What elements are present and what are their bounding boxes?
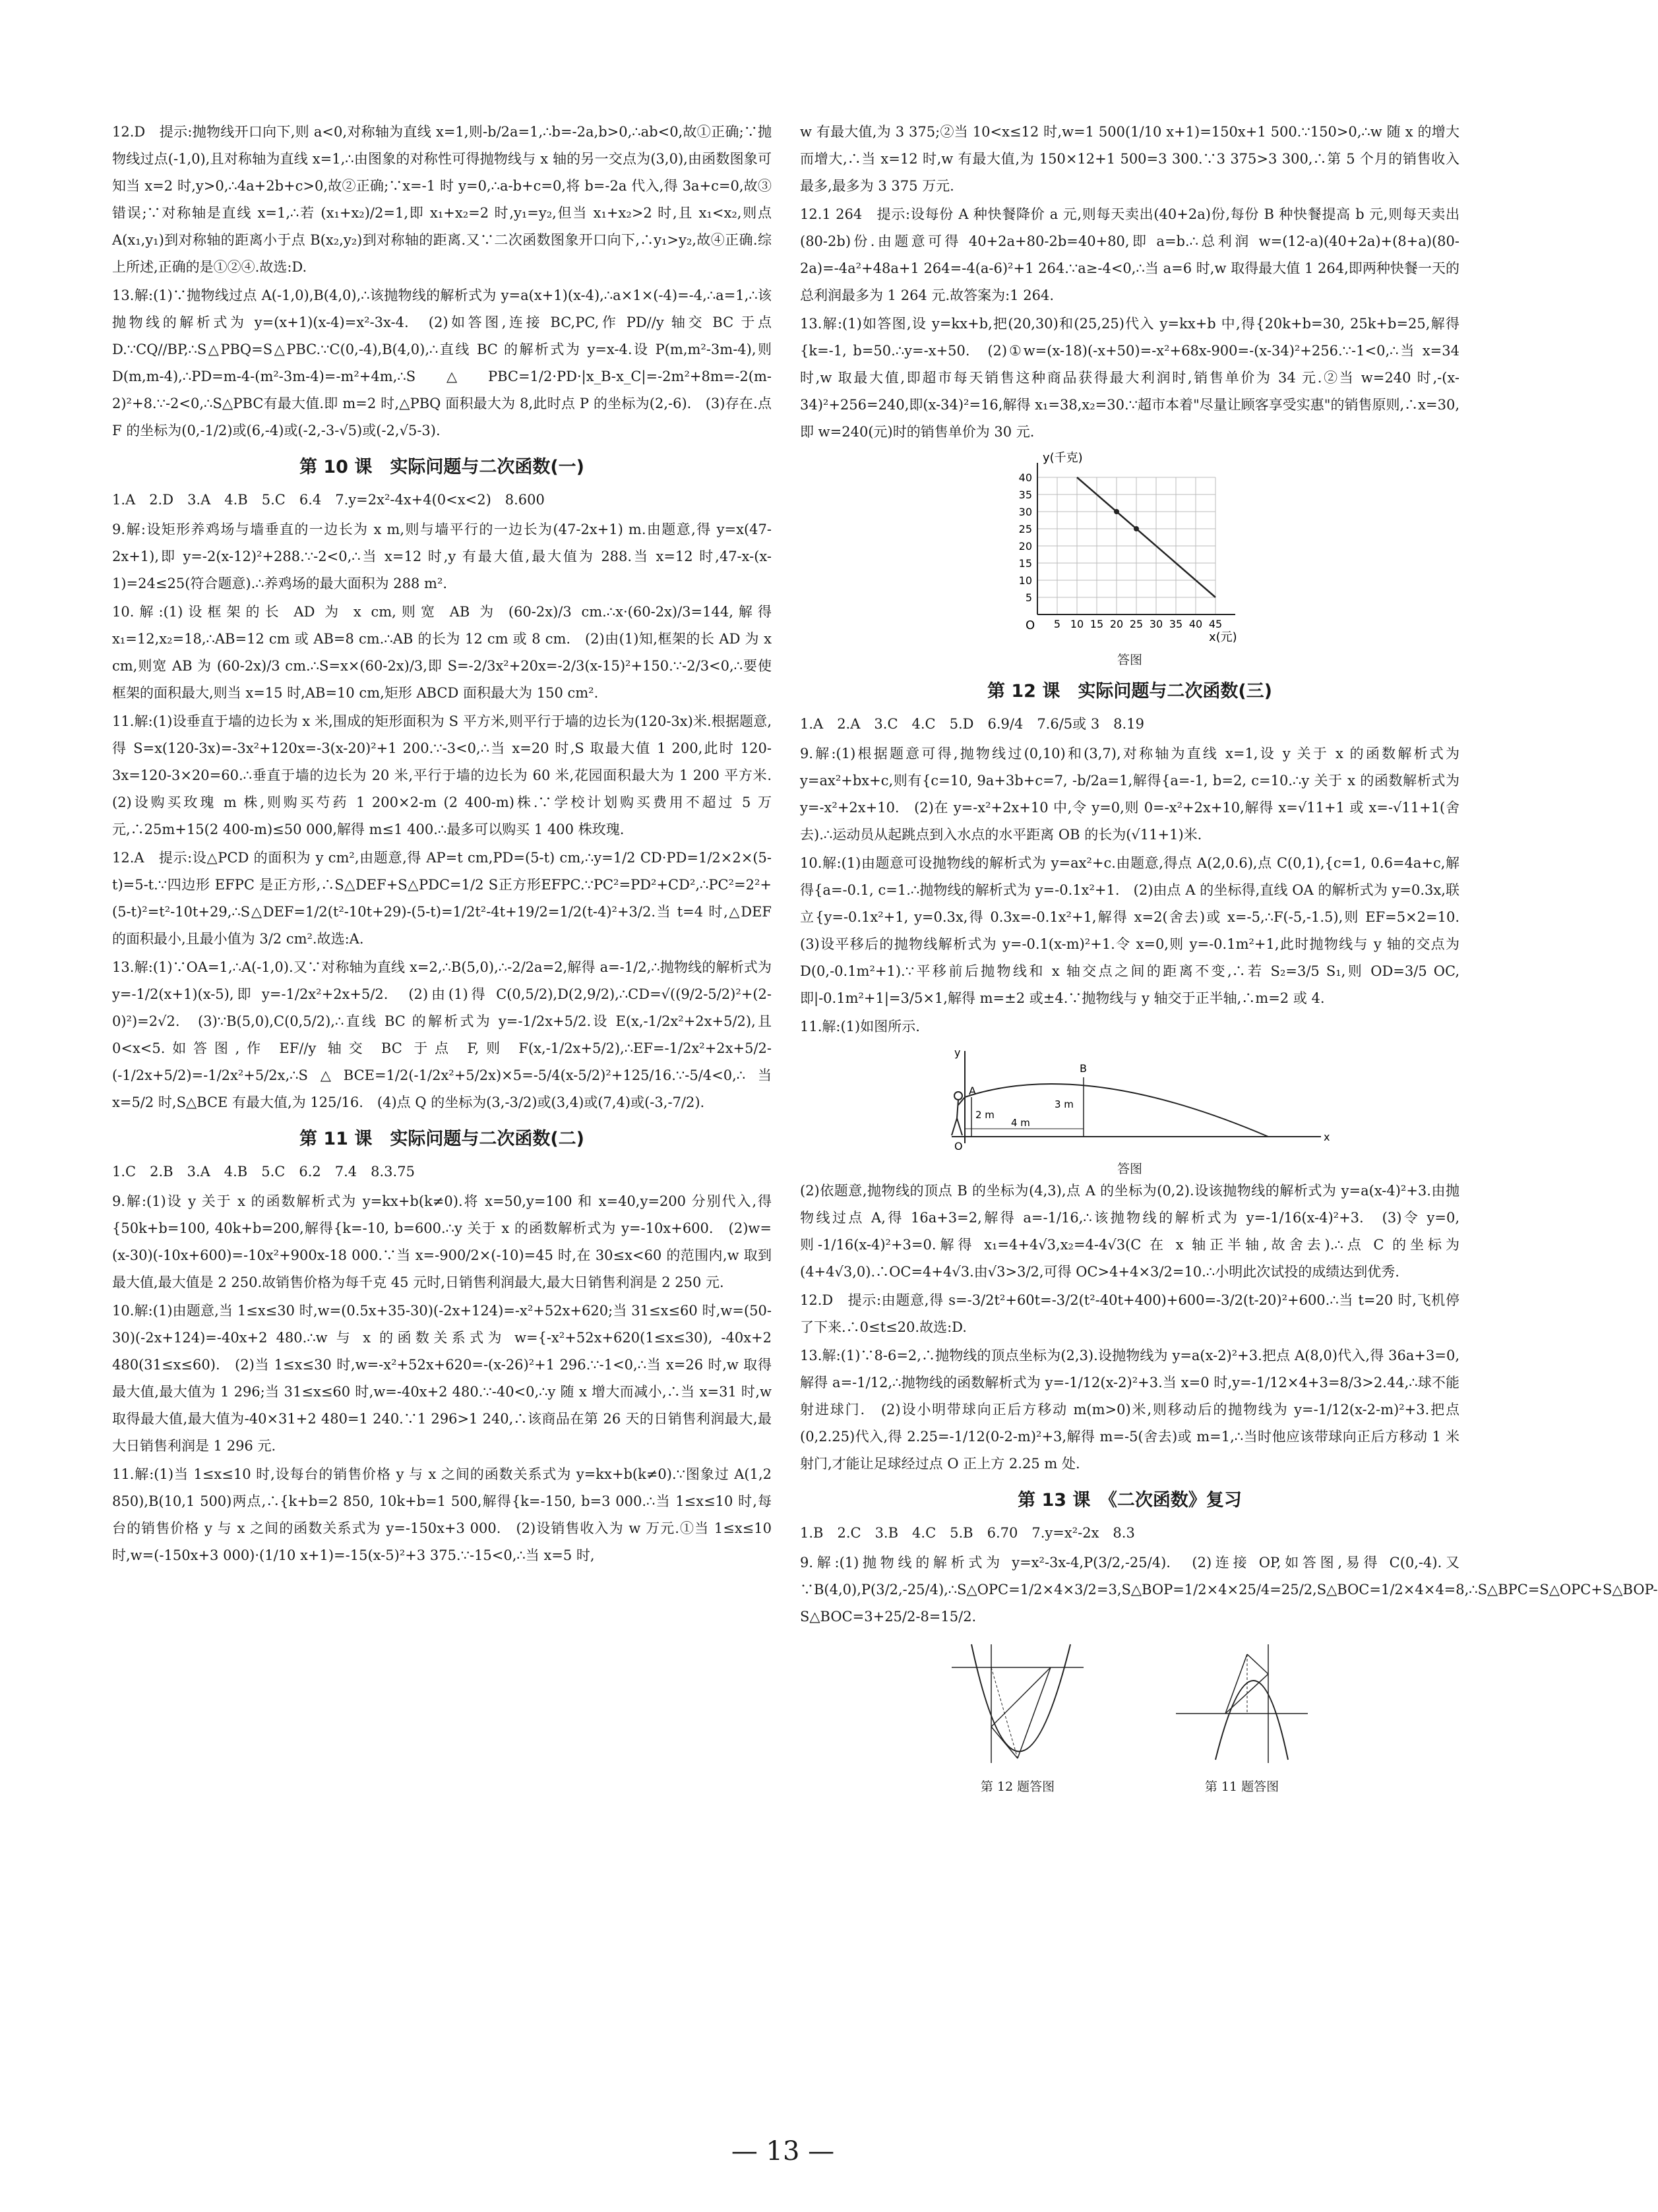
entry-l10-10: 10.解:(1)设框架的长 AD 为 x cm,则宽 AB 为 (60-2x)/3 cm.∴x·(60-2x)/3=144,解得 x₁=12,x₂=18,∴AB=12 cm 或 AB=8 cm.∴AB 的长为 12 cm 或 8 cm. (2)由(1)知,框架的长 AD 为 x cm,则宽 AB 为 (60-2x)/3 cm.∴S=x×(60-2x)/3,即 S=-2/3x²+20x=-2/3(x-15)²+150.∵-2/3<0,∴要使框架的面积最大,则当 x=15 时,AB=10 cm,矩形 ABCD 面积最大为 150 cm². (112, 604, 772, 701)
lesson-11-heading: 第 11 课 实际问题与二次函数(二) (299, 1129, 585, 1149)
chart-x-tick-label: 5 (1053, 618, 1061, 630)
chart-x-tick-label: 25 (1129, 618, 1144, 630)
chart-point-25-25 (1134, 526, 1139, 531)
entry-l10-12: 12.A 提示:设△PCD 的面积为 y cm²,由题意,得 AP=t cm,PD=(5-t) cm,∴y=1/2 CD·PD=1/2×2×(5-t)=5-t.∵四边形 EFPC 是正方形,∴S△DEF+S△PDC=1/2 S正方形EFPC.∵PC²=PD²+CD²,∴PC²=2²+(5-t)²=t²-10t+29,∴S△DEF=1/2(t²-10t+29)-(5-t)=1/2t²-4t+19/2=1/2(t-4)²+3/2.当 t=4 时,△DEF 的面积最小,且最小值为 3/2 cm².故选:A. (112, 850, 772, 947)
trajectory-caption: 答图 (1117, 1162, 1142, 1176)
chart-x-tick-label: 10 (1070, 618, 1084, 630)
chart-caption: 答图 (1117, 653, 1142, 667)
thrower-icon (952, 1092, 965, 1135)
chart-y-tick-label: 5 (1025, 591, 1032, 604)
chart-x-tick-label: 20 (1109, 618, 1124, 630)
entry-l12-11: 11.解:(1)如图所示. (800, 1019, 920, 1034)
trajectory-label-a: A (969, 1085, 976, 1097)
lesson-11-answers: 1.C 2.B 3.A 4.B 5.C 6.2 7.4 8.3.75 (112, 1164, 415, 1180)
entry-l11-9: 9.解:(1)设 y 关于 x 的函数解析式为 y=kx+b(k≠0).将 x=50,y=100 和 x=40,y=200 分别代入,得{50k+b=100, 40k+b=200,解得{k=-10, b=600.∴y 关于 x 的函数解析式为 y=-10x+600. (2)w=(x-30)(-10x+600)=-10x²+900x-18 000.∵当 x=-900/2×(-10)=45 时,在 30≤x<60 的范围内,w 取到最大值,最大值是 2 250.故销售价格为每千克 45 元时,日销售利润最大,最大日销售利润是 2 250 元. (112, 1193, 772, 1290)
entry-13: 13.解:(1)∵抛物线过点 A(-1,0),B(4,0),∴该抛物线的解析式为 y=a(x+1)(x-4),∴a×1×(-4)=-4,∴a=1,∴该抛物线的解析式为 y=(x+1)(x-4)=x²-3x-4. (2)如答图,连接 BC,PC,作 PD//y 轴交 BC 于点 D.∵CQ//BP,∴S△PBQ=S△PBC.∵C(0,-4),B(4,0),∴直线 BC 的解析式为 y=x-4.设 P(m,m²-3m-4),则 D(m,m-4),∴PD=m-4-(m²-3m-4)=-m²+4m,∴S△PBC=1/2·PD·|x_B-x_C|=-2m²+8m=-2(m-2)²+8.∵-2<0,∴S△PBC有最大值.即 m=2 时,△PBQ 面积最大为 8,此时点 P 的坐标为(2,-6). (3)存在.点 F 的坐标为(0,-1/2)或(6,-4)或(-2,-3-√5)或(-2,√5-3). (112, 287, 772, 438)
chart-y-tick-label: 25 (1018, 523, 1032, 535)
figure-11 (1169, 1641, 1314, 1766)
chart-grid (1037, 477, 1215, 614)
chart-y-tick-label: 30 (1018, 506, 1032, 518)
lesson-10-heading: 第 10 课 实际问题与二次函数(一) (299, 457, 585, 477)
chart-x-tick-label: 15 (1090, 618, 1104, 630)
figure-12-caption: 第 12 题答图 (980, 1779, 1055, 1794)
trajectory-label-4m: 4 m (1011, 1117, 1030, 1129)
left-column (112, 119, 785, 1570)
chart-y-tick-label: 10 (1018, 574, 1032, 587)
chart-y-tick-label: 40 (1018, 471, 1032, 484)
trajectory-label-3m: 3 m (1055, 1098, 1074, 1110)
trajectory-label-x: x (1324, 1131, 1330, 1143)
figure-12 (945, 1641, 1090, 1766)
throw-trajectory-figure (925, 1044, 1334, 1156)
chart-y-tick-label: 15 (1018, 557, 1032, 570)
price-quantity-chart (1011, 450, 1248, 647)
entry-l11-11-cont: w 有最大值,为 3 375;②当 10<x≤12 时,w=1 500(1/10 x+1)=150x+1 500.∵150>0,∴w 随 x 的增大而增大,∴当 x=12 时,w 有最大值,为 150×12+1 500=3 300.∵3 375>3 300,∴第 5 个月的销售收入最多,最多为 3 375 万元. (800, 124, 1459, 194)
entry-l10-11: 11.解:(1)设垂直于墙的边长为 x 米,围成的矩形面积为 S 平方米,则平行于墙的边长为(120-3x)米.根据题意,得 S=x(120-3x)=-3x²+120x=-3(x-20)²+1 200.∵-3<0,∴当 x=20 时,S 取最大值 1 200,此时 120-3x=120-3×20=60.∴垂直于墙的边长为 20 米,平行于墙的边长为 60 米,花园面积最大为 1 200 平方米. (2)设购买玫瑰 m 株,则购买芍药 1 200×2-m (2 400-m)株.∵学校计划购买费用不超过 5 万元,∴25m+15(2 400-m)≤50 000,解得 m≤1 400.∴最多可以购买 1 400 株玫瑰. (112, 713, 785, 837)
entry-12d: 12.D 提示:抛物线开口向下,则 a<0,对称轴为直线 x=1,则-b/2a=1,∴b=-2a,b>0,∴ab<0,故①正确;∵抛物线过点(-1,0),且对称轴为直线 x=1,∴由图象的对称性可得抛物线与 x 轴的另一交点为(3,0),由函数图象可知当 x=2 时,y>0,∴4a+2b+c>0,故②正确;∵x=-1 时 y=0,∴a-b+c=0,将 b=-2a 代入,得 3a+c=0,故③错误;∵对称轴是直线 x=1,∴若 (x₁+x₂)/2=1,即 x₁+x₂=2 时,y₁=y₂,但当 x₁+x₂>2 时,且 x₁<x₂,则点 A(x₁,y₁)到对称轴的距离小于点 B(x₂,y₂)到对称轴的距离.又∵二次函数图象开口向下,∴y₁>y₂,故④正确.综上所述,正确的是①②④.故选:D. (112, 124, 772, 275)
entry-l12-9: 9.解:(1)根据题意可得,抛物线过(0,10)和(3,7),对称轴为直线 x=1,设 y 关于 x 的函数解析式为 y=ax²+bx+c,则有{c=10, 9a+3b+c=7, -b/2a=1,解得{a=-1, b=2, c=10.∴y 关于 x 的函数解析式为 y=-x²+2x+10. (2)在 y=-x²+2x+10 中,令 y=0,则 0=-x²+2x+10,解得 x=√11+1 或 x=-√11+1(舍去).∴运动员从起跳点到入水点的水平距离 OB 的长为(√11+1)米. (800, 746, 1459, 843)
chart-y-unit: y(千克) (1043, 451, 1083, 465)
trajectory-label-y: y (954, 1046, 961, 1059)
page-number: — 13 — (731, 2136, 835, 2167)
chart-x-tick-label: 35 (1169, 618, 1183, 630)
chart-data-line (1077, 477, 1215, 597)
entry-l12-11-2: (2)依题意,抛物线的顶点 B 的坐标为(4,3),点 A 的坐标为(0,2).设该抛物线的解析式为 y=a(x-4)²+3.由抛物线过点 A,得 16a+3=2,解得 a=-1/16,∴该抛物线的解析式为 y=-1/16(x-4)²+3. (3)令 y=0,则-1/16(x-4)²+3=0.解得 x₁=4+4√3,x₂=4-4√3(C 在 x 轴正半轴,故舍去).∴点 C 的坐标为(4+4√3,0).∴OC=4+4√3.由√3>3/2,可得 OC>4+4×3/2=10.∴小明此次试投的成绩达到优秀. (800, 1183, 1459, 1280)
lesson-13-answers: 1.B 2.C 3.B 4.C 5.B 6.70 7.y=x²-2x 8.3 (800, 1525, 1135, 1541)
entry-l11-10: 10.解:(1)由题意,当 1≤x≤30 时,w=(0.5x+35-30)(-2x+124)=-x²+52x+620;当 31≤x≤60 时,w=(50-30)(-2x+124)=-40x+2 480.∴w 与 x 的函数关系式为 w={-x²+52x+620(1≤x≤30), -40x+2 480(31≤x≤60). (2)当 1≤x≤30 时,w=-x²+52x+620=-(x-26)²+1 296.∵-1<0,∴当 x=26 时,w 取得最大值,最大值为 1 296;当 31≤x≤60 时,w=-40x+2 480.∵-40<0,∴y 随 x 增大而减小,∴当 x=31 时,w 取得最大值,最大值为-40×31+2 480=1 240.∵1 296>1 240,∴该商品在第 26 天的日销售利润最大,最大日销售利润是 1 296 元. (112, 1303, 772, 1454)
chart-y-ticks (1019, 471, 1032, 604)
entry-l11-12: 12.1 264 提示:设每份 A 种快餐降价 a 元,则每天卖出(40+2a)份,每份 B 种快餐提高 b 元,则每天卖出(80-2b)份.由题意可得 40+2a+80-2b=40+80,即 a=b.∴总利润 w=(12-a)(40+2a)+(8+a)(80-2a)=-4a²+48a+1 264=-4(a-6)²+1 264.∵a≥-4<0,∴当 a=6 时,w 取得最大值 1 264,即两种快餐一天的总利润最多为 1 264 元.故答案为:1 264. (800, 206, 1459, 303)
chart-x-tick-label: 40 (1188, 618, 1203, 630)
trajectory-label-2m: 2 m (975, 1109, 995, 1121)
entry-l11-13: 13.解:(1)如答图,设 y=kx+b,把(20,30)和(25,25)代入 y=kx+b 中,得{20k+b=30, 25k+b=25,解得{k=-1, b=50.∴y=-x+50. (2)①w=(x-18)(-x+50)=-x²+68x-900=-(x-34)²+256.∵-1<0,∴当 x=34 时,w 取最大值,即超市每天销售这种商品获得最大利润时,销售单价为 34 元.②当 w=240 时,-(x-34)²+256=240,即(x-34)²=16,解得 x₁=38,x₂=30.∵超市本着"尽量让顾客享受实惠"的销售原则,∴x=30,即 w=240(元)时的销售单价为 30 元. (800, 316, 1459, 440)
chart-point-20-30 (1114, 509, 1119, 514)
chart-x-ticks (1054, 618, 1222, 630)
lesson-12-heading: 第 12 课 实际问题与二次函数(三) (987, 681, 1273, 702)
chart-origin: O (1026, 618, 1035, 632)
chart-x-unit: x(元) (1209, 630, 1237, 644)
trajectory-label-b: B (1080, 1062, 1087, 1075)
lesson-12-answers: 1.A 2.A 3.C 4.C 5.D 6.9/4 7.6/5或 3 8.19 (800, 716, 1144, 732)
right-column (800, 119, 1658, 1795)
chart-x-tick-label: 45 (1208, 618, 1223, 630)
lesson-13-heading: 第 13 课 《二次函数》复习 (1018, 1490, 1242, 1510)
entry-l10-9: 9.解:设矩形养鸡场与墙垂直的一边长为 x m,则与墙平行的一边长为(47-2x+1) m.由题意,得 y=x(47-2x+1),即 y=-2(x-12)²+288.∵-2<0,∴当 x=12 时,y 有最大值,最大值为 288.当 x=12 时,47-x-(x-1)=24≤25(符合题意).∴养鸡场的最大面积为 288 m². (112, 522, 772, 591)
entry-l13-9: 9.解:(1)抛物线的解析式为 y=x²-3x-4,P(3/2,-25/4). (2)连接 OP,如答图,易得 C(0,-4).又∵B(4,0),P(3/2,-25/4),∴S△OPC=1/2×4×3/2=3,S△BOP=1/2×4×25/4=25/2,S△BOC=1/2×4×4=8,∴S△BPC=S△OPC+S△BOP-S△BOC=3+25/2-8=15/2. (800, 1555, 1658, 1625)
entry-l11-11: 11.解:(1)当 1≤x≤10 时,设每台的销售价格 y 与 x 之间的函数关系式为 y=kx+b(k≠0).∵图象过 A(1,2 850),B(10,1 500)两点,∴{k+b=2 850, 10k+b=1 500,解得{k=-150, b=3 000.∴当 1≤x≤10 时,每台的销售价格 y 与 x 之间的函数关系式为 y=-150x+3 000. (2)设销售收入为 w 万元.①当 1≤x≤10 时,w=(-150x+3 000)·(1/10 x+1)=-15(x-5)²+3 375.∵-15<0,∴当 x=5 时, (112, 1466, 772, 1563)
entry-l12-13: 13.解:(1)∵8-6=2,∴抛物线的顶点坐标为(2,3).设抛物线为 y=a(x-2)²+3.把点 A(8,0)代入,得 36a+3=0,解得 a=-1/12,∴抛物线的函数解析式为 y=-1/12(x-2)²+3.当 x=0 时,y=-1/12×4+3=8/3>2.44,∴球不能射进球门. (2)设小明带球向正后方移动 m(m>0)米,则移动后的抛物线为 y=-1/12(x-2-m)²+3.把点(0,2.25)代入,得 2.25=-1/12(0-2-m)²+3,解得 m=-5(舍去)或 m=1,∴当时他应该带球向正后方移动 1 米射门,才能让足球经过点 O 正上方 2.25 m 处. (800, 1348, 1459, 1472)
figure-11-box (1169, 1641, 1314, 1795)
figure-12-box (945, 1641, 1090, 1795)
trajectory-label-o: O (954, 1140, 963, 1152)
chart-y-tick-label: 35 (1018, 489, 1032, 501)
chart-x-tick-label: 30 (1149, 618, 1163, 630)
figure-11-caption: 第 11 题答图 (1204, 1779, 1279, 1794)
review-figures (800, 1641, 1459, 1795)
entry-l12-12: 12.D 提示:由题意,得 s=-3/2t²+60t=-3/2(t²-40t+400)+600=-3/2(t-20)²+600.∴当 t=20 时,飞机停了下来.∴0≤t≤20.故选:D. (800, 1292, 1459, 1335)
chart-y-tick-label: 20 (1018, 540, 1032, 553)
lesson-10-answers: 1.A 2.D 3.A 4.B 5.C 6.4 7.y=2x²-4x+4(0<x<2) 8.600 (112, 492, 545, 508)
entry-l10-13: 13.解:(1)∵OA=1,∴A(-1,0).又∵对称轴为直线 x=2,∴B(5,0),∴-2/2a=2,解得 a=-1/2,∴抛物线的解析式为 y=-1/2(x+1)(x-5),即 y=-1/2x²+2x+5/2. (2)由(1)得 C(0,5/2),D(2,9/2),∴CD=√((9/2-5/2)²+(2-0)²)=2√2. (3)∵B(5,0),C(0,5/2),∴直线 BC 的解析式为 y=-1/2x+5/2.设 E(x,-1/2x²+2x+5/2),且 0<x<5.如答图,作 EF//y 轴交 BC 于点 F,则 F(x,-1/2x+5/2),∴EF=-1/2x²+2x+5/2-(-1/2x+5/2)=-1/2x²+5/2x,∴S△BCE=1/2(-1/2x²+5/2x)×5=-5/4(x-5/2)²+125/16.∵-5/4<0,∴当 x=5/2 时,S△BCE 有最大值,为 125/16. (4)点 Q 的坐标为(3,-3/2)或(3,4)或(7,4)或(-3,-7/2). (112, 959, 772, 1110)
entry-l12-10: 10.解:(1)由题意可设抛物线的解析式为 y=ax²+c.由题意,得点 A(2,0.6),点 C(0,1),{c=1, 0.6=4a+c,解得{a=-0.1, c=1.∴抛物线的解析式为 y=-0.1x²+1. (2)由点 A 的坐标得,直线 OA 的解析式为 y=0.3x,联立{y=-0.1x²+1, y=0.3x,得 0.3x=-0.1x²+1,解得 x=2(舍去)或 x=-5,∴F(-5,-1.5),则 EF=5×2=10. (3)设平移后的抛物线解析式为 y=-0.1(x-m)²+1.令 x=0,则 y=-0.1m²+1,此时抛物线与 y 轴的交点为 D(0,-0.1m²+1).∵平移前后抛物线和 x 轴交点之间的距离不变,∴若 S₂=3/5 S₁,则 OD=3/5 OC,即|-0.1m²+1|=3/5×1,解得 m=±2 或±4.∵抛物线与 y 轴交于正半轴,∴m=2 或 4. (800, 855, 1473, 1006)
